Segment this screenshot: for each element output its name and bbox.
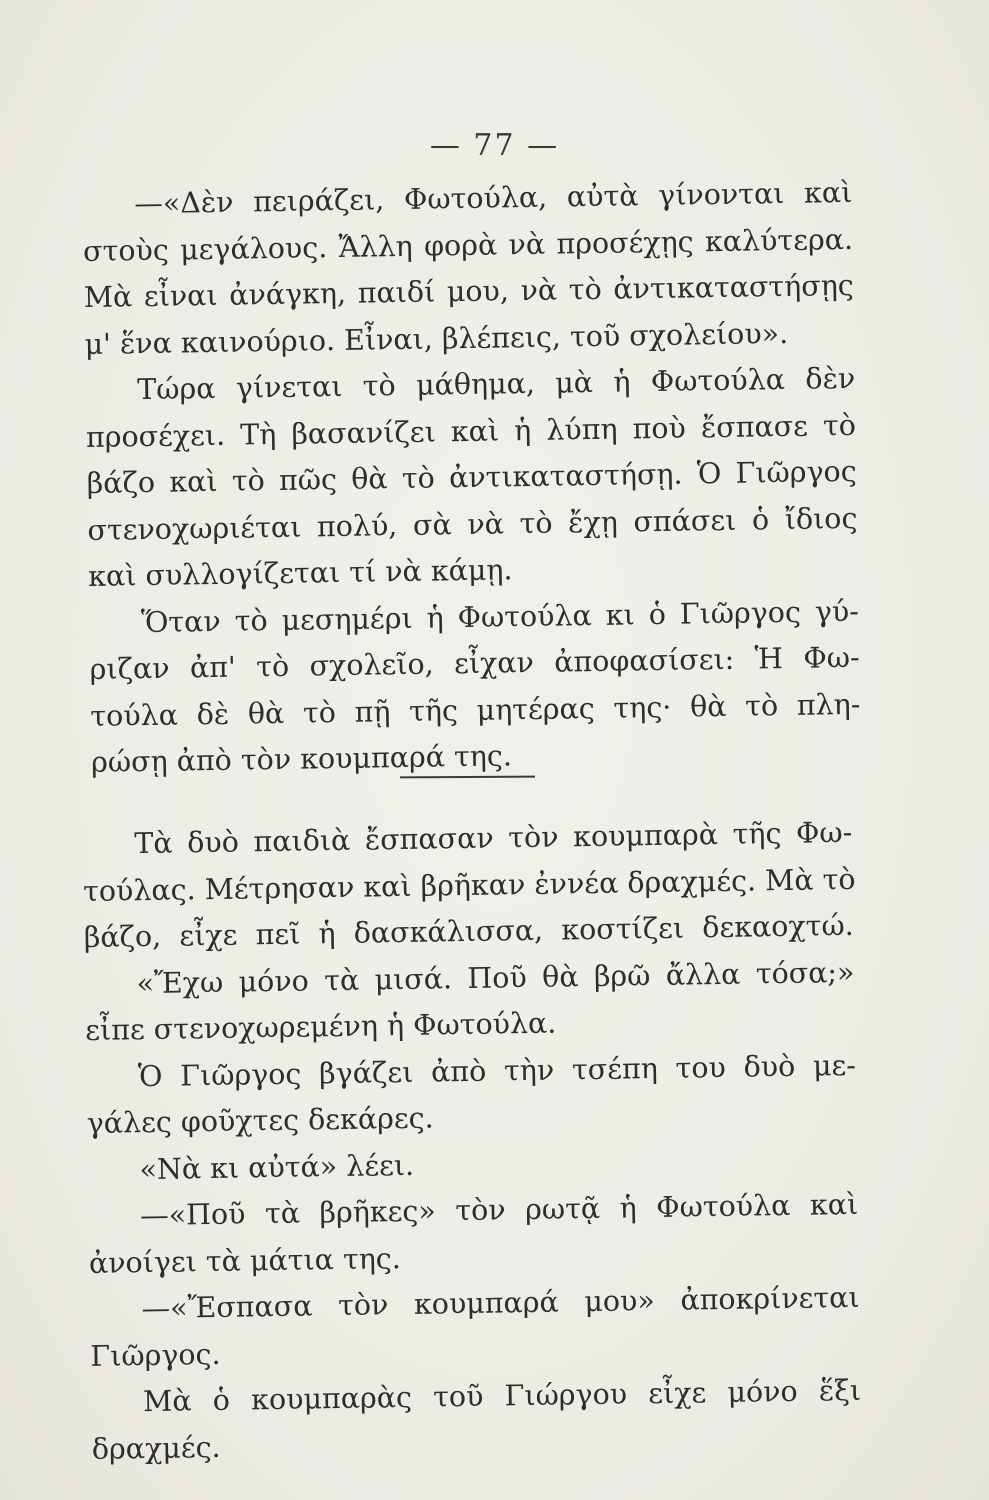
text-line: Μὰ ὁ κουμπαρὰς τοῦ Γιώργου εἶχε μόνο ἕξι	[142, 1373, 862, 1419]
text-line: ρώσῃ ἀπὸ τὸν κουμπαρά της.	[90, 739, 513, 779]
text-line: στενοχωριέται πολύ, σὰ νὰ τὸ ἔχῃ σπάσει ὁ ἴδιος	[87, 501, 858, 547]
text-line: Ὅταν τὸ μεσημέρι ἡ Φωτούλα κι ὁ Γιῶργος γύ-	[140, 594, 860, 639]
text-line: βάζο καὶ τὸ πῶς θὰ τὸ ἀντικαταστήσῃ. Ὁ Γιῶργος	[86, 454, 857, 500]
text-line: Τώρα γίνεται τὸ μάθημα, μὰ ἡ Φωτούλα δὲν	[137, 361, 856, 407]
text-line: τούλας. Μέτρησαν καὶ βρῆκαν ἐννέα δραχμές. Μὰ τὸ	[82, 862, 856, 908]
text-line: ριζαν ἀπ' τὸ σχολεῖο, εἶχαν ἀποφασίσει: Ἡ Φω-	[89, 640, 860, 686]
text-line: Γιῶργος.	[90, 1337, 221, 1373]
text-line: ἀνοίγει τὰ μάτια της.	[88, 1241, 402, 1280]
text-line: εἶπε στενοχωρεμένη ἡ Φωτούλα.	[85, 1006, 557, 1047]
text-line: «Ἔχω μόνο τὰ μισά. Ποῦ θὰ βρῶ ἄλλα τόσα;»	[136, 955, 855, 1000]
text-line: Ὁ Γιῶργος βγάζει ἀπὸ τὴν τσέπη του δυὸ με-	[137, 1048, 857, 1093]
text-section-1	[82, 170, 861, 787]
text-line: καὶ συλλογίζεται τί νὰ κάμῃ.	[87, 553, 513, 593]
text-line: βάζο, εἶχε πεῖ ἡ δασκάλισσα, κοστίζει δεκαοχτώ.	[83, 908, 854, 954]
text-line: στοὺς μεγάλους. Ἄλλη φορὰ νὰ προσέχῃς καλύτερα.	[82, 222, 854, 268]
text-line: μ' ἕνα καινούριο. Εἶναι, βλέπεις, τοῦ σχολείου».	[84, 316, 789, 361]
text-line: —«Ποῦ τὰ βρῆκες» τὸν ρωτᾷ ἡ Φωτούλα καὶ	[139, 1187, 859, 1233]
text-line: —«Ἔσπασα τὸν κουμπαρά μου» ἀποκρίνεται	[141, 1280, 860, 1326]
text-line: «Νὰ κι αὐτά» λέει.	[139, 1148, 415, 1186]
text-line: —«Δὲν πειράζει, Φωτούλα, αὐτὰ γίνονται καὶ	[134, 175, 853, 221]
text-line: δραχμές.	[91, 1430, 221, 1466]
text-line: Τὰ δυὸ παιδιὰ ἔσπασαν τὸν κουμπαρὰ τῆς Φω-	[134, 815, 853, 861]
text-line: προσέχει. Τὴ βασανίζει καὶ ἡ λύπη ποὺ ἔσπασε τὸ	[85, 408, 857, 454]
text-section-2	[82, 810, 862, 1473]
page-number: — 77 —	[429, 128, 560, 163]
text-line: γάλες φοῦχτες δεκάρες.	[86, 1101, 434, 1140]
text-line: Μὰ εἶναι ἀνάγκη, παιδί μου, νὰ τὸ ἀντικαταστήσῃς	[83, 268, 854, 314]
text-line: τούλα δὲ θὰ τὸ πῇ τῆς μητέρας της· θὰ τὸ πλη-	[90, 687, 861, 733]
